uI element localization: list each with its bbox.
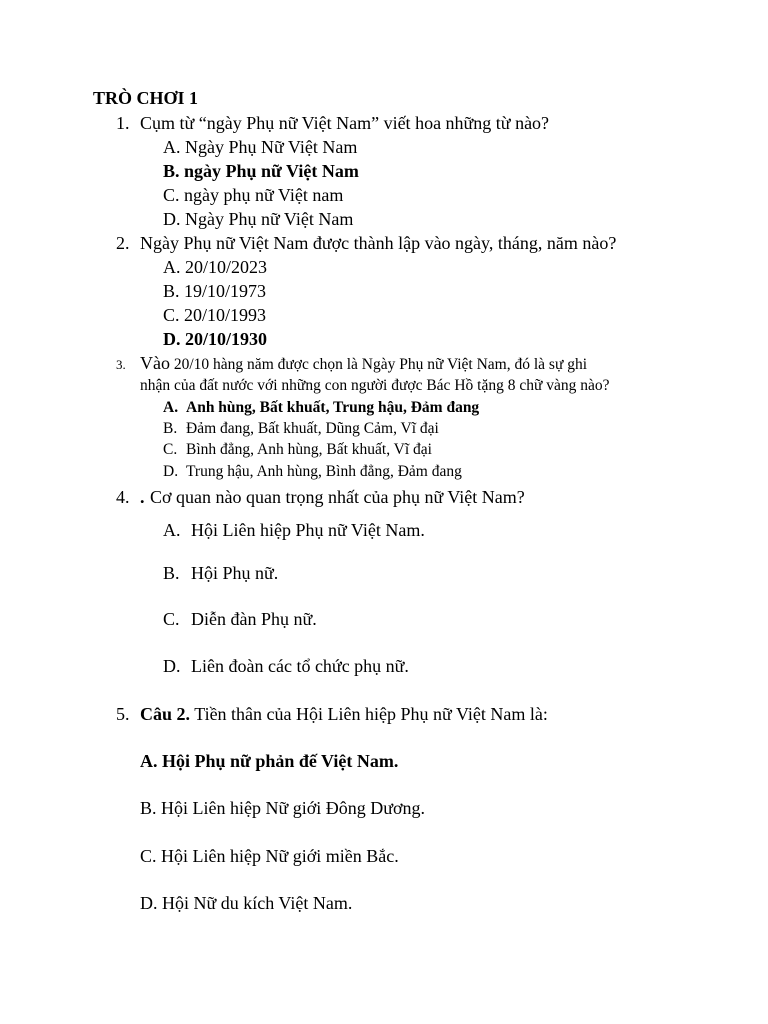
q4-option-c-letter: C. [163, 609, 180, 629]
q3-text-line1 [140, 353, 587, 375]
q5-option-b: B. Hội Liên hiệp Nữ giới Đông Dương. [140, 798, 426, 818]
q5-label: Câu 2. [140, 704, 191, 724]
q3-option-a: Anh hùng, Bất khuất, Trung hậu, Đảm đang [186, 399, 480, 416]
q2-option-c: C. 20/10/1993 [163, 305, 267, 325]
q5-number: 5. [116, 704, 130, 724]
q5-text-line [140, 703, 548, 725]
q2-number: 2. [116, 233, 130, 253]
q3-option-b-letter: B. [163, 420, 178, 437]
q5-option-c: C. Hội Liên hiệp Nữ giới miền Bắc. [140, 846, 399, 866]
q2-option-a: A. 20/10/2023 [163, 257, 268, 277]
q4-option-a: Hội Liên hiệp Phụ nữ Việt Nam. [191, 520, 425, 540]
q1-text: Cụm từ “ngày Phụ nữ Việt Nam” viết hoa những từ nào? [140, 113, 550, 133]
q5-option-a: A. Hội Phụ nữ phản đế Việt Nam. [140, 751, 399, 771]
q1-option-d: D. Ngày Phụ nữ Việt Nam [163, 209, 354, 229]
q3-option-d: Trung hậu, Anh hùng, Bình đẳng, Đảm đang [186, 463, 462, 480]
q4-dot: . [140, 487, 145, 507]
q2-text: Ngày Phụ nữ Việt Nam được thành lập vào ngày, tháng, năm nào? [140, 233, 617, 253]
q3-option-d-letter: D. [163, 463, 179, 480]
q3-text-rest: 20/10 hàng năm được chọn là Ngày Phụ nữ Việt Nam, đó là sự ghi [173, 356, 588, 373]
q2-option-d: D. 20/10/1930 [163, 329, 268, 349]
q4-option-c: Diễn đàn Phụ nữ. [191, 609, 317, 629]
q4-number: 4. [116, 487, 130, 507]
q4-option-b-letter: B. [163, 563, 180, 583]
q3-option-b: Đảm đang, Bất khuất, Dũng Cảm, Vĩ đại [186, 420, 439, 437]
q1-option-c: C. ngày phụ nữ Việt nam [163, 185, 344, 205]
q3-text-lead: Vào [140, 353, 170, 373]
q3-option-c-letter: C. [163, 441, 178, 458]
q1-option-a: A. Ngày Phụ Nữ Việt Nam [163, 137, 358, 157]
q4-option-d-letter: D. [163, 656, 181, 676]
q4-option-b: Hội Phụ nữ. [191, 563, 279, 583]
q4-option-d: Liên đoàn các tổ chức phụ nữ. [191, 656, 409, 676]
q1-number: 1. [116, 113, 130, 133]
q3-number: 3. [116, 357, 126, 372]
q5-option-d: D. Hội Nữ du kích Việt Nam. [140, 893, 353, 913]
q2-option-b: B. 19/10/1973 [163, 281, 267, 301]
q3-option-a-letter: A. [163, 399, 179, 416]
game-title: TRÒ CHƠI 1 [93, 88, 199, 108]
q3-text-line2: nhận của đất nước với những con người được Bác Hồ tặng 8 chữ vàng nào? [140, 377, 610, 394]
q5-text: Tiền thân của Hội Liên hiệp Phụ nữ Việt Nam là: [194, 704, 548, 724]
q4-text: Cơ quan nào quan trọng nhất của phụ nữ Việt Nam? [150, 487, 525, 507]
q4-option-a-letter: A. [163, 520, 181, 540]
q1-option-b: B. ngày Phụ nữ Việt Nam [163, 161, 359, 181]
q3-option-c: Bình đẳng, Anh hùng, Bất khuất, Vĩ đại [186, 441, 432, 458]
